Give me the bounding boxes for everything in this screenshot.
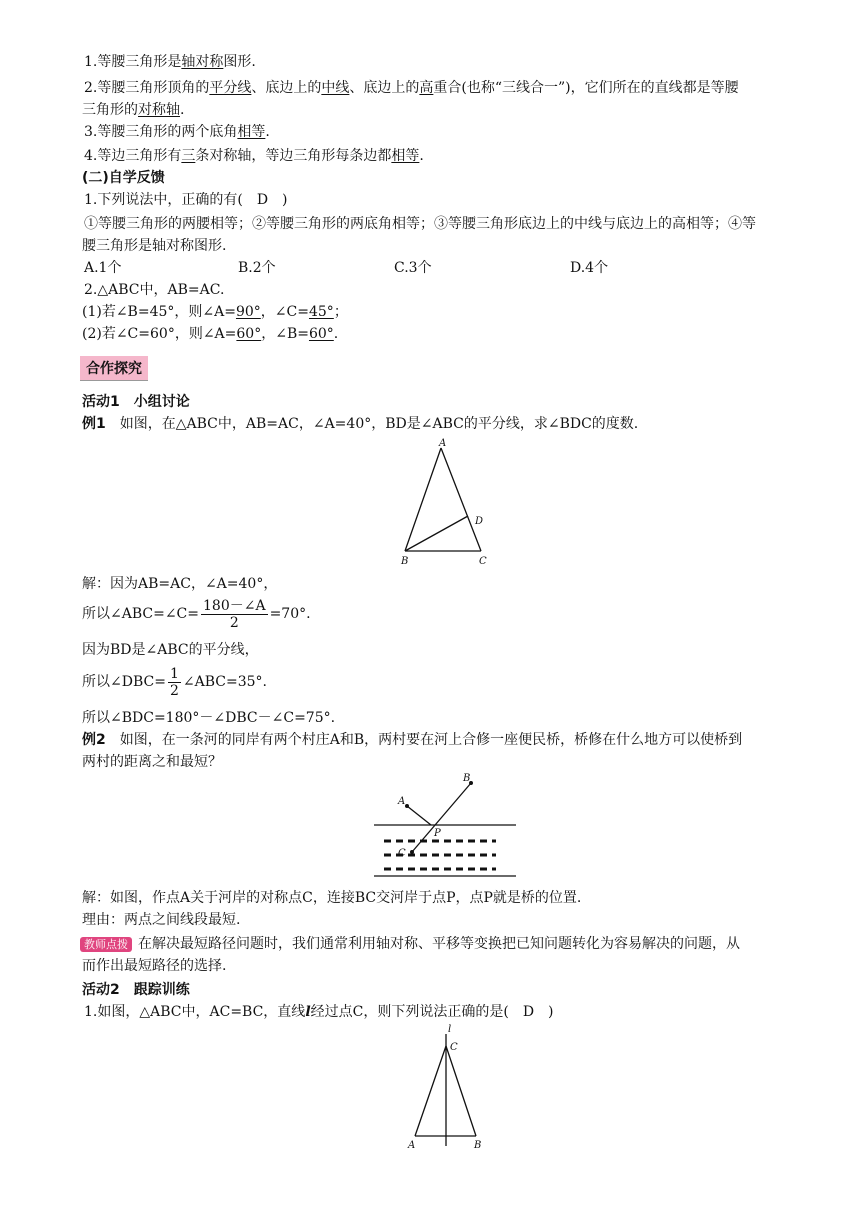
solution-3: 因为BD是∠ABC的平分线， — [82, 642, 259, 658]
point-2-cont: 三角形的对称轴. — [82, 102, 185, 118]
figure-isosceles-line — [400, 1022, 490, 1152]
option-b: B.2个 — [238, 260, 276, 276]
point-1: 1.等腰三角形是轴对称图形. — [84, 54, 256, 70]
label-a: A — [398, 796, 406, 807]
solution-7: 理由：两点之间线段最短. — [82, 912, 241, 928]
option-c: C.3个 — [394, 260, 432, 276]
feedback-q2: 2.△ABC中，AB=AC. — [84, 282, 225, 298]
solution-2: 所以∠ABC=∠C= $\frac{180-\angle A}{2}$ =70°. — [82, 597, 311, 631]
example2: 例2 如图，在一条河的同岸有两个村庄A和B，两村要在河上合修一座便民桥，桥修在什么地方可以使桥到 — [82, 732, 743, 748]
label-a: A — [439, 438, 447, 449]
option-d: D.4个 — [570, 260, 609, 276]
activity2-title: 活动2 跟踪训练 — [82, 982, 190, 998]
label-l: l — [448, 1024, 452, 1035]
activity2-q1: 1.如图，△ABC中，AC=BC，直线l经过点C，则下列说法正确的是( D ) — [84, 1004, 554, 1020]
solution-6: 解：如图，作点A关于河岸的对称点C，连接BC交河岸于点P，点P就是桥的位置. — [82, 890, 582, 906]
figure-triangle-abd — [395, 436, 495, 570]
example2-cont: 两村的距离之和最短？ — [82, 754, 222, 770]
option-a: A.1个 — [84, 260, 122, 276]
feedback-q2b: (2)若∠C=60°，则∠A=60°，∠B=60°. — [82, 326, 339, 342]
activity1-title: 活动1 小组讨论 — [82, 394, 190, 410]
feedback-q1-body-cont: 腰三角形是轴对称图形. — [82, 238, 227, 254]
label-c: C — [398, 848, 406, 859]
feedback-q1-body: ①等腰三角形的两腰相等；②等腰三角形的两底角相等；③等腰三角形底边上的中线与底边上的高相等；④等 — [84, 216, 756, 232]
feedback-q2a: (1)若∠B=45°，则∠A=90°，∠C=45°； — [82, 304, 348, 320]
label-b: B — [401, 556, 409, 567]
point-2: 2.等腰三角形顶角的平分线、底边上的中线、底边上的高重合(也称“三线合一”)，它们所在的直线都是等腰 — [84, 80, 739, 96]
label-a: A — [408, 1140, 416, 1151]
example1: 例1 如图，在△ABC中，AB=AC，∠A=40°，BD是∠ABC的平分线，求∠BDC的度数. — [82, 416, 639, 432]
fraction: $\frac{1}{2}$ — [169, 665, 179, 699]
label-b: B — [463, 773, 471, 784]
answer-blank: 轴对称 — [181, 54, 224, 70]
label-b: B — [474, 1140, 482, 1151]
tip-badge: 教师点拨 — [80, 937, 132, 952]
feedback-q1: 1.下列说法中，正确的有( D ) — [84, 192, 288, 208]
solution-1: 解：因为AB=AC，∠A=40°， — [82, 576, 278, 592]
label-d: D — [475, 516, 484, 527]
teacher-tip-cont: 而作出最短路径的选择. — [82, 958, 227, 974]
feedback-heading: (二)自学反馈 — [82, 170, 165, 186]
fraction: $\frac{180-\angle A}{2}$ — [203, 597, 266, 631]
point-4: 4.等边三角形有三条对称轴，等边三角形每条边都相等. — [84, 148, 424, 164]
label-c: C — [450, 1042, 458, 1053]
figure-river-bridge — [370, 770, 520, 882]
label-c: C — [479, 556, 487, 567]
label-p: P — [434, 828, 441, 839]
section-title: 合作探究 — [80, 356, 148, 381]
solution-4: 所以∠DBC= $\frac{1}{2}$ ∠ABC=35°. — [82, 665, 267, 699]
solution-5: 所以∠BDC=180°－∠DBC－∠C=75°. — [82, 710, 336, 726]
point-3: 3.等腰三角形的两个底角相等. — [84, 124, 270, 140]
teacher-tip: 教师点拨 在解决最短路径问题时，我们通常利用轴对称、平移等变换把已知问题转化为容易解决的问题，从 — [80, 934, 740, 955]
